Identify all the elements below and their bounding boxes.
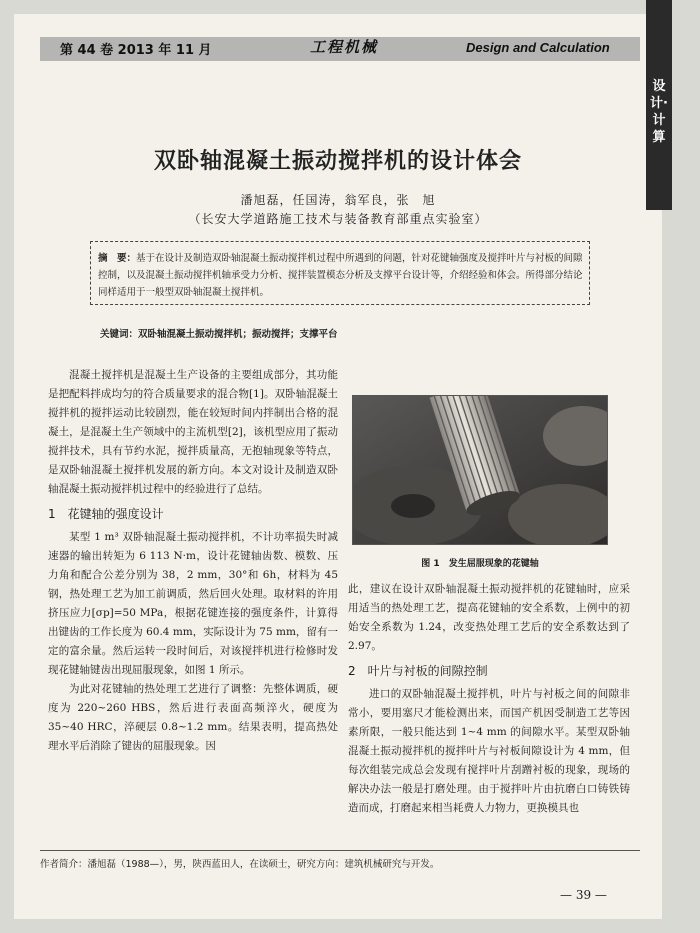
section-2-heading: 2 叶片与衬板的间隙控制 (348, 664, 488, 678)
section-1-heading: 1 花键轴的强度设计 (48, 507, 164, 521)
section-2-paragraph-1: 进口的双卧轴混凝土搅拌机，叶片与衬板之间的间隙非常小，要用塞尺才能检测出来，而国产机因受制造工艺等因素所限，一般只能达到 1~4 mm 的间隙水平。某型双卧轴混凝土振动搅拌机的搅拌叶片与衬板间隙设计为 4 mm，但每次组装完成总会发现有搅拌叶片刮蹭衬板的现象，现场的解决办法一般是打磨处理。由于搅拌叶片由抗磨白口铸铁铸造而成，打磨起来相当耗费人力物力，更换模具也 (348, 688, 630, 814)
author-footnote: 作者简介：潘旭磊（1988—），男，陕西蓝田人，在读硕士，研究方向：建筑机械研究与开发。 (40, 859, 440, 870)
section-1-paragraph-continued: 此，建议在设计双卧轴混凝土振动搅拌机的花键轴时，应采用适当的热处理工艺，提高花键轴的安全系数，上例中的初始安全系数为 1.24，改变热处理工艺后的安全系数达到了 2.97。 (348, 583, 630, 652)
journal-volume-date: 第 44 卷 2013 年 11 月 (60, 43, 212, 58)
figure-1-caption: 图 1 发生屈服现象的花键轴 (421, 559, 539, 569)
abstract-body: 基于在设计及制造双卧轴混凝土振动搅拌机过程中所遇到的问题，针对花键轴强度及搅拌叶片与衬板的间隙控制，以及混凝土振动搅拌机轴承受力分析、搅拌装置模态分析及支撑平台设计等，介绍经验和体会。所得部分结论同样适用于一般型双卧轴混凝土搅拌机。 (98, 253, 583, 298)
left-column (48, 366, 338, 756)
article-affiliation: （长安大学道路施工技术与装备教育部重点实验室） (188, 212, 488, 226)
journal-name: 工程机械 (310, 38, 379, 56)
journal-section: Design and Calculation (466, 40, 610, 55)
section-1-paragraph-2: 为此对花键轴的热处理工艺进行了调整：先整体调质，硬度为 220~260 HBS，然后进行表面高频淬火，硬度为 35~40 HRC，淬硬层 0.8~1.2 mm。结果表明，提高热处理水平后消除了键齿的屈服现象。因 (48, 683, 338, 752)
intro-paragraph: 混凝土搅拌机是混凝土生产设备的主要组成部分，其功能是把配料拌成均匀的符合质量要求的混合物[1]。双卧轴混凝土搅拌机的搅拌运动比较剧烈，能在较短时间内拌制出合格的混凝土，是混凝土生产领域中的主流机型[2]，该机型应用了振动搅拌技术，具有节约水泥，搅拌质量高，无抱轴现象等特点，是双卧轴混凝土搅拌机发展的新方向。本文对设计及制造双卧轴混凝土振动搅拌机过程中的经验进行了总结。 (48, 369, 338, 495)
article-title: 双卧轴混凝土振动搅拌机的设计体会 (153, 149, 522, 174)
page-number: — 39 — (560, 888, 607, 902)
abstract (98, 250, 586, 301)
figure-1-photo (352, 395, 608, 545)
abstract-label: 摘 要： (98, 253, 137, 264)
footnote-divider (40, 850, 640, 851)
article-authors: 潘旭磊，任国涛，翁军良，张 旭 (240, 193, 436, 207)
spline-shaft-photo-illustration (353, 396, 608, 545)
keywords: 关键词：双卧轴混凝土振动搅拌机；振动搅拌；支撑平台 (100, 329, 338, 340)
right-column (348, 580, 630, 818)
section-side-label: 设计·计算 (650, 79, 668, 145)
section-1-paragraph-1: 某型 1 m³ 双卧轴混凝土振动搅拌机，不计功率损失时减速器的输出转矩为 6 113 N·m，设计花键轴齿数、模数、压力角和配合公差分别为 38，2 mm，30°和 6h，材料为 45 钢，热处理工艺为加工前调质，然后回火处理。取材料的许用挤压应力[σp]=50 MPa，根据花键连接的强度条件，计算得出键齿的工作长度为 60.4 mm，实际设计为 75 mm，留有一定的富余量。然后运转一段时间后，对该搅拌机进行检修时发现花键轴键齿出现屈服现象，如图 1 所示。 (48, 531, 338, 676)
